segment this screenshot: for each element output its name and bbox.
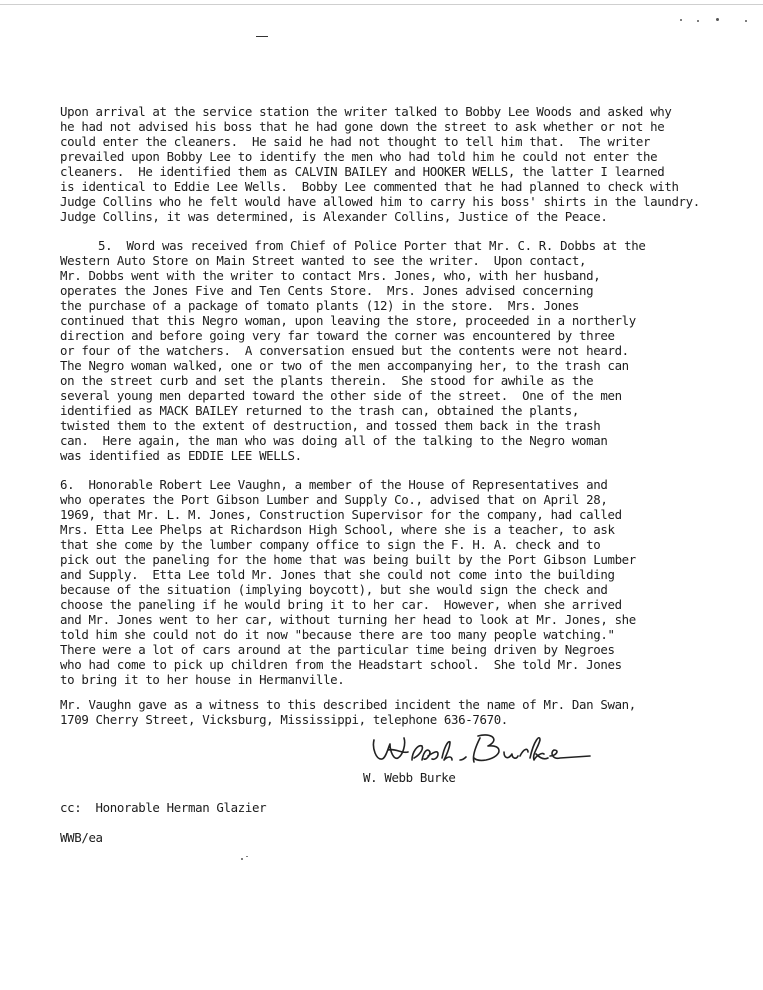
intro-line: could enter the cleaners. He said he had not thought to tell him that. The writer [60, 134, 651, 149]
paragraph-5-line: Western Auto Store on Main Street wanted to see the writer. Upon contact, [60, 253, 587, 268]
paragraph-5-line: The Negro woman walked, one or two of the men accompanying her, to the trash can [60, 358, 629, 373]
paragraph-5-line: 5. Word was received from Chief of Police Porter that Mr. C. R. Dobbs at the [98, 238, 646, 253]
intro-line: Judge Collins, it was determined, is Alexander Collins, Justice of the Peace. [60, 209, 608, 224]
witness-line: Mr. Vaughn gave as a witness to this described incident the name of Mr. Dan Swan, [60, 697, 636, 712]
intro-line: Judge Collins who he felt would have allowed him to carry his boss' shirts in the laundry. [60, 194, 700, 209]
scan-dash [256, 36, 268, 37]
intro-line: cleaners. He identified them as CALVIN BAILEY and HOOKER WELLS, the latter I learned [60, 164, 665, 179]
scan-speck [246, 856, 248, 857]
paragraph-6-line: who had come to pick up children from the Headstart school. She told Mr. Jones [60, 657, 622, 672]
paragraph-5-line: operates the Jones Five and Ten Cents Store. Mrs. Jones advised concerning [60, 283, 594, 298]
paragraph-5-line: Mr. Dobbs went with the writer to contact Mrs. Jones, who, with her husband, [60, 268, 601, 283]
paragraph-6-line: pick out the paneling for the home that was being built by the Port Gibson Lumber [60, 552, 636, 567]
paragraph-5-line: identified as MACK BAILEY returned to the trash can, obtained the plants, [60, 403, 580, 418]
intro-line: Upon arrival at the service station the writer talked to Bobby Lee Woods and asked why [60, 104, 672, 119]
paragraph-6-line: that she come by the lumber company office to sign the F. H. A. check and to [60, 537, 601, 552]
paragraph-6-line: and Supply. Etta Lee told Mr. Jones that she could not come into the building [60, 567, 615, 582]
scan-speck [745, 20, 747, 22]
paragraph-6-line: told him she could not do it now "because there are too many people watching." [60, 627, 615, 642]
paragraph-6-line: choose the paneling if he would bring it to her car. However, when she arrived [60, 597, 622, 612]
typist-initials: WWB/ea [60, 830, 103, 845]
intro-line: he had not advised his boss that he had gone down the street to ask whether or not he [60, 119, 665, 134]
paragraph-6-line: There were a lot of cars around at the particular time being driven by Negroes [60, 642, 615, 657]
scan-speck [716, 18, 719, 21]
paragraph-5-line: can. Here again, the man who was doing all of the talking to the Negro woman [60, 433, 608, 448]
scan-speck [680, 19, 682, 21]
paragraph-6-line: and Mr. Jones went to her car, without turning her head to look at Mr. Jones, she [60, 612, 636, 627]
intro-line: is identical to Eddie Lee Wells. Bobby Lee commented that he had planned to check with [60, 179, 679, 194]
paragraph-6-line: 1969, that Mr. L. M. Jones, Construction Supervisor for the company, had called [60, 507, 622, 522]
cc-line: cc: Honorable Herman Glazier [60, 800, 267, 815]
paragraph-5-line: several young men departed toward the other side of the street. One of the men [60, 388, 622, 403]
intro-line: prevailed upon Bobby Lee to identify the men who had told him he could not enter the [60, 149, 658, 164]
paragraph-5-line: twisted them to the extent of destruction, and tossed them back in the trash [60, 418, 601, 433]
paragraph-6-line: because of the situation (implying boycott), but she would sign the check and [60, 582, 608, 597]
paragraph-6-line: 6. Honorable Robert Lee Vaughn, a member of the House of Representatives and [60, 477, 608, 492]
paragraph-6-line: Mrs. Etta Lee Phelps at Richardson High School, where she is a teacher, to ask [60, 522, 615, 537]
scan-speck [697, 20, 699, 22]
paragraph-5-line: on the street curb and set the plants therein. She stood for awhile as the [60, 373, 594, 388]
paragraph-5-line: direction and before going very far toward the corner was encountered by three [60, 328, 615, 343]
paragraph-5-line: was identified as EDDIE LEE WELLS. [60, 448, 302, 463]
paragraph-5-line: the purchase of a package of tomato plants (12) in the store. Mrs. Jones [60, 298, 580, 313]
paragraph-6-line: who operates the Port Gibson Lumber and Supply Co., advised that on April 28, [60, 492, 608, 507]
paragraph-5-line: or four of the watchers. A conversation ensued but the contents were not heard. [60, 343, 629, 358]
paragraph-6-line: to bring it to her house in Hermanville. [60, 672, 345, 687]
scan-speck [241, 858, 243, 860]
handwritten-signature [368, 726, 598, 770]
witness-line: 1709 Cherry Street, Vicksburg, Mississippi, telephone 636-7670. [60, 712, 508, 727]
typed-signer-name: W. Webb Burke [363, 770, 456, 785]
scan-top-edge [0, 4, 763, 5]
paragraph-5-line: continued that this Negro woman, upon leaving the store, proceeded in a northerly [60, 313, 636, 328]
